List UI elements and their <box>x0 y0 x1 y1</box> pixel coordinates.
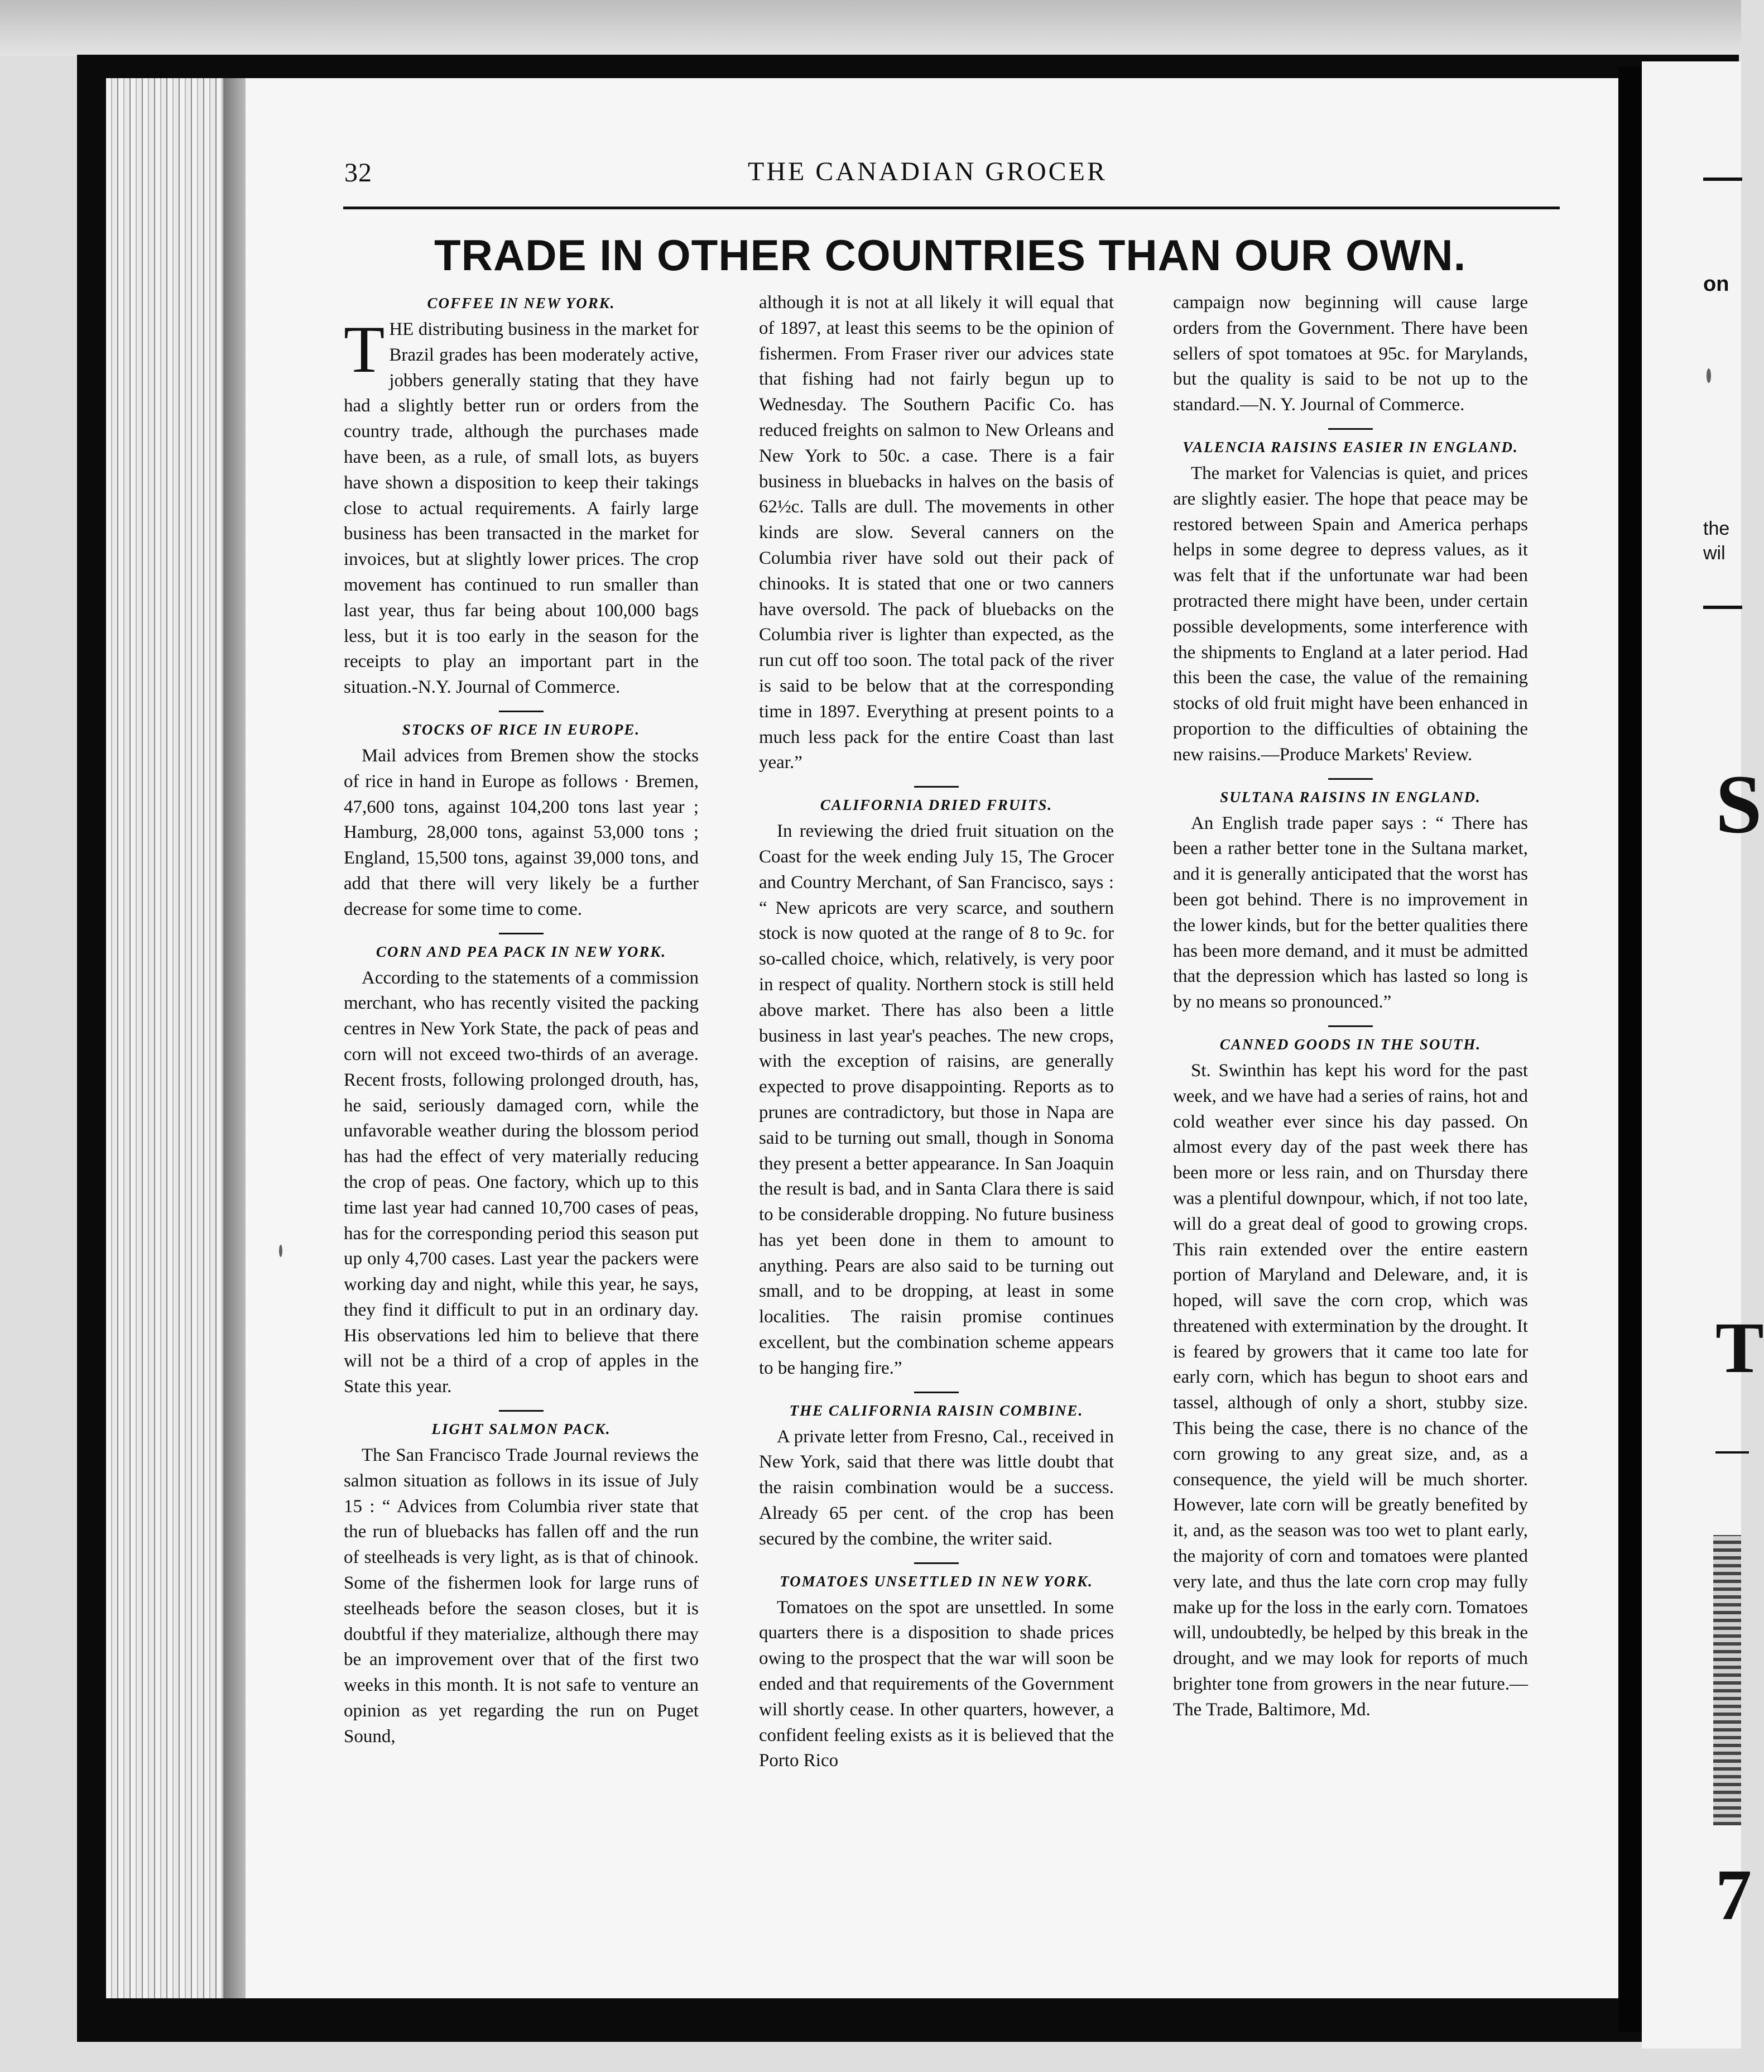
column-1 <box>344 290 699 1750</box>
running-head: THE CANADIAN GROCER <box>748 157 1107 186</box>
section-divider <box>914 1562 959 1564</box>
section-body: An English trade paper says : “ There has been a rather better tone in the Sultana market, and it is generally anticipated that the worst has been got behind. There is no improvement in the lower kinds, but for the better qualities there has been more demand, and it must be admitted that the depression which has lasted so long is by no means so pronounced.” <box>1173 813 1528 1013</box>
section-body: The San Francisco Trade Journal reviews the salmon situation as follows in its issue of July 15 : “ Advices from Columbia river state that the run of bluebacks has fallen off and the run of steelheads is very light, as is that of chinook. Some of the fishermen look for large runs of steelheads before the season closes, but it is doubtful if they materialize, although there may be an improvement over that of the first two weeks in this month. It is not safe to venture an opinion as yet regarding the run on Puget Sound, <box>344 1445 699 1747</box>
header-rule <box>343 207 1560 209</box>
ink-mark <box>279 1245 282 1257</box>
section-heading: SULTANA RAISINS IN ENGLAND. <box>1220 788 1481 805</box>
section-body: St. Swinthin has kept his word for the past week, and we have had a series of rains, hot and cold weather ever since his day passed. On almost every day of the past week there has been more or less rain, and on Thursday there was a plentiful downpour, which, if not too late, will do a great deal of good to growing crops. This rain extended over the entire eastern portion of Maryland and Deleware, and, it is hoped, will save the corn crop, which was threatened with extermination by the drought. It is feared by growers that it came too late for early corn, which has begun to shoot ears and tassel, although of only a short, stubby size. This being the case, there is no chance of the corn growing to any great size, and, as a consequence, the yield will be much shorter. However, late corn will be greatly benefited by it, and, as the season was too wet to plant early, the majority of corn and tomatoes were planted very late, and thus the late corn crop may fully make up for the loss in the early corn. Tomatoes will, undoubtedly, be helped by this break in the drought, and we may look for reports of much brighter tone from growers in the near future.—The Trade, Baltimore, Md. <box>1173 1060 1528 1720</box>
section-body: although it is not at all likely it will equal that of 1897, at least this seems to be the opinion of fishermen. From Fraser river our advices state that fishing had not fairly begun up to Wednesday. The Southern Pacific Co. has reduced freights on salmon to New Orleans and New York to 50c. a case. There is a fair business in bluebacks in halves on the basis of 62½c. Talls are dull. The movements in other kinds are slow. Several canners on the Columbia river have sold out their pack of chinooks. It is stated that one or two canners have oversold. The pack of bluebacks on the Columbia river is lighter than expected, as the run cut off too soon. The total pack of the river is said to be below that at the corresponding time in 1897. Everything at present points to a much less pack for the entire Coast than last year.” <box>759 292 1114 773</box>
section-heading: THE CALIFORNIA RAISIN COMBINE. <box>789 1402 1084 1419</box>
page-number: 32 <box>344 158 372 188</box>
section-body: In reviewing the dried fruit situation on the Coast for the week ending July 15, The Grocer and Country Merchant, of San Francisco, says : “ New apricots are very scarce, and southern stock is now quoted at the range of 8 to 9c. for so-called choice, which, relatively, is very poor in respect of quality. Northern stock is still held above market. There has also been a little business in last year's peaches. The new crops, with the exception of raisins, are generally expected to prove disappointing. Reports as to prunes are contradictory, but those in Napa are said to be turning out small, though in Sonoma they present a better appearance. In San Joaquin the result is bad, and in Santa Clara there is said to be considerable dropping. No future business has yet been done in them to amount to anything. Pears are also said to be turning out small, and to be dropping, at least in some localities. The raisin promise continues excellent, but the combination scheme appears to be hanging fire.” <box>759 821 1114 1378</box>
adjacent-word-the: the <box>1703 518 1730 539</box>
section-heading: CALIFORNIA DRIED FRUITS. <box>820 797 1053 814</box>
binding-shadow <box>223 78 246 1998</box>
section-body: A private letter from Fresno, Cal., received in New York, said that there was little doubt that the raisin combination would be a success. Already 65 per cent. of the crop has been secured by the combine, the writer said. <box>759 1426 1114 1549</box>
section-divider <box>914 786 959 788</box>
book-gutter <box>1618 67 1642 2032</box>
section-divider <box>1328 428 1373 430</box>
adjacent-rule <box>1715 1451 1749 1454</box>
section-heading: COFFEE IN NEW YORK. <box>427 295 616 311</box>
section-body: Tomatoes on the spot are unsettled. In some quarters there is a disposition to shade prices owing to the prospect that the war will soon be ended and that requirements of the Government will shortly cease. In other quarters, however, a confident feeling exists as it is believed that the Porto Rico <box>759 1597 1114 1771</box>
page-title: TRADE IN OTHER COUNTRIES THAN OUR OWN. <box>434 231 1467 280</box>
section-divider <box>499 933 544 934</box>
adjacent-word-on: on <box>1703 272 1729 296</box>
section-divider <box>499 1410 544 1412</box>
section-body: Mail advices from Bremen show the stocks of rice in hand in Europe as follows · Bremen, 47,600 tons, against 104,200 tons last year ; Hamburg, 28,000 tons, against 53,000 tons ; England, 15,500 tons, against 39,000 tons, and add that there will very likely be a further decrease for some time to come. <box>344 745 699 919</box>
column-2 <box>759 290 1114 1774</box>
adjacent-letter-7: 7 <box>1715 1855 1752 1935</box>
section-body <box>344 312 699 701</box>
ink-mark <box>1707 368 1711 383</box>
adjacent-rule <box>1703 178 1742 181</box>
section-heading: STOCKS OF RICE IN EUROPE. <box>402 721 641 738</box>
section-heading: TOMATOES UNSETTLED IN NEW YORK. <box>780 1572 1093 1590</box>
adjacent-letter-t: T <box>1715 1308 1764 1388</box>
section-body: The market for Valencias is quiet, and prices are slightly easier. The hope that peace may be restored between Spain and America perhaps helps in some degree to depress values, as it was felt that if the unfortunate war had been protracted there might have been, under certain possible developments, some interference with the shipments to England at a later period. Had this been the case, the value of the remaining stocks of old fruit might have been enhanced in proportion to the difficulties of obtaining the new raisins.—Produce Markets' Review. <box>1173 463 1528 765</box>
section-divider <box>499 711 544 712</box>
column-3 <box>1173 290 1528 1723</box>
adjacent-letter-s: S <box>1715 758 1762 851</box>
section-heading: CANNED GOODS IN THE SOUTH. <box>1219 1035 1482 1053</box>
section-text: HE distributing business in the market for Brazil grades has been moderately active, jobbers generally stating that they have had a slightly better run or orders from the country trade, although the purchases made have been, as a rule, of small lots, as buyers have shown a disposition to keep their takings close to actual requirements. A fairly large business has been transacted in the market for invoices, but at slightly lower prices. The crop movement has continued to run smaller than last year, thus far being about 100,000 bags less, but it is too early in the season for the receipts to play an important part in the situation.-N.Y. Journal of Commerce. <box>344 319 699 698</box>
section-heading: VALENCIA RAISINS EASIER IN ENGLAND. <box>1183 438 1518 455</box>
section-heading: CORN AND PEA PACK IN NEW YORK. <box>376 943 667 960</box>
section-divider <box>1328 1025 1373 1027</box>
section-body: According to the statements of a commission merchant, who has recently visited the packing centres in New York State, the pack of peas and corn will not exceed two-thirds of an average. Recent frosts, following prolonged drouth, has, he said, seriously damaged corn, while the unfavorable weather during the blossom period has had the effect of very materially reducing the crop of peas. One factory, which up to this time last year had canned 10,700 cases of peas, has for the corresponding period this season put up only 4,700 cases. Last year the packers were working day and night, while this year, he says, they find it difficult to put in an ordinary day. His observations led him to believe that there will not be a third of a crop of apples in the State this year. <box>344 967 699 1397</box>
section-divider <box>914 1392 959 1393</box>
section-heading: LIGHT SALMON PACK. <box>431 1421 611 1438</box>
section-divider <box>1328 778 1373 780</box>
adjacent-word-wil: wil <box>1703 543 1725 564</box>
adjacent-page <box>1642 61 1764 2049</box>
adjacent-rule <box>1703 606 1742 609</box>
adjacent-engraving <box>1713 1535 1741 1825</box>
scan-background <box>0 0 1741 56</box>
section-body: campaign now beginning will cause large orders from the Government. There have been sellers of spot tomatoes at 95c. for Marylands, but the quality is said to be not up to the standard.—N. Y. Journal of Commerce. <box>1173 292 1528 415</box>
drop-cap: T <box>344 312 385 386</box>
